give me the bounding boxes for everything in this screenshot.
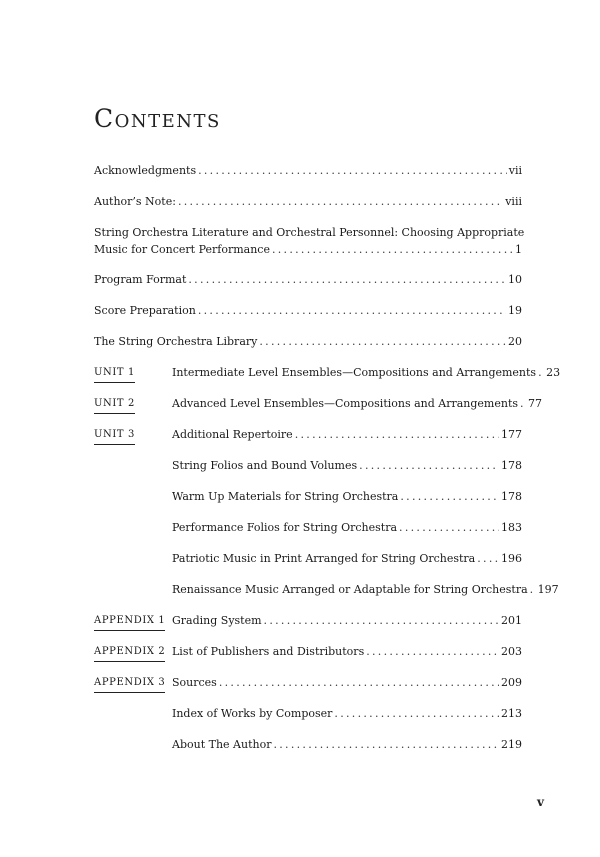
toc-entry-page: 219 bbox=[501, 738, 522, 751]
page-number: v bbox=[537, 795, 544, 809]
toc-entry-title: Index of Works by Composer bbox=[172, 707, 333, 720]
unit-label: UNIT 3 bbox=[94, 426, 135, 445]
dot-leader bbox=[198, 302, 506, 319]
toc-subentry-index-of-works[interactable] bbox=[172, 705, 522, 722]
toc-entry-title: Program Format bbox=[94, 273, 187, 286]
toc-entry-unit-3[interactable] bbox=[172, 426, 522, 443]
dot-leader bbox=[400, 488, 499, 505]
dot-leader bbox=[178, 193, 503, 210]
toc-entry-title: Author’s Note: bbox=[94, 195, 176, 208]
dot-leader bbox=[259, 333, 506, 350]
dot-leader bbox=[188, 271, 506, 288]
dot-leader bbox=[520, 395, 526, 412]
toc-entry-title: Warm Up Materials for String Orchestra bbox=[172, 490, 399, 503]
toc-subentry-warm-up-materials[interactable] bbox=[172, 488, 522, 505]
toc-subentry-patriotic-music[interactable] bbox=[172, 550, 522, 567]
dot-leader bbox=[295, 426, 499, 443]
appendix-label: APPENDIX 2 bbox=[94, 643, 165, 662]
dot-leader bbox=[334, 705, 499, 722]
toc-entry-appendix-1[interactable] bbox=[172, 612, 522, 629]
toc-entry-string-orchestra-library[interactable] bbox=[94, 333, 522, 350]
toc-subentry-string-folios[interactable] bbox=[172, 457, 522, 474]
toc-entry-title: List of Publishers and Distributors bbox=[172, 645, 365, 658]
toc-entry-title: Advanced Level Ensembles—Compositions and Arrangements bbox=[172, 397, 519, 410]
toc-entry-page: 10 bbox=[508, 273, 522, 286]
toc-entry-page: 178 bbox=[501, 490, 522, 503]
toc-entry-page: 20 bbox=[508, 335, 522, 348]
dot-leader bbox=[530, 581, 536, 598]
unit-label: UNIT 2 bbox=[94, 395, 135, 414]
toc-entry-page: 196 bbox=[501, 552, 522, 565]
dot-leader bbox=[399, 519, 499, 536]
toc-entry-page: 178 bbox=[501, 459, 522, 472]
toc-entry-title: Intermediate Level Ensembles—Compositions and Arrangements bbox=[172, 366, 537, 379]
dot-leader bbox=[264, 612, 499, 629]
dot-leader bbox=[272, 241, 513, 258]
toc-entry-acknowledgments[interactable] bbox=[94, 162, 522, 179]
toc-entry-page: 19 bbox=[508, 304, 522, 317]
toc-entry-title: Sources bbox=[172, 676, 217, 689]
dot-leader bbox=[366, 643, 499, 660]
toc-entry-authors-note[interactable] bbox=[94, 193, 522, 210]
appendix-label: APPENDIX 3 bbox=[94, 674, 165, 693]
toc-entry-page: 177 bbox=[501, 428, 522, 441]
toc-entry-title: Additional Repertoire bbox=[172, 428, 293, 441]
toc-entry-title: Acknowledgments bbox=[94, 164, 197, 177]
toc-entry-page: 201 bbox=[501, 614, 522, 627]
toc-entry-page: vii bbox=[508, 164, 522, 177]
toc-entry-page: 213 bbox=[501, 707, 522, 720]
toc-entry-page: viii bbox=[505, 195, 522, 208]
toc-entry-unit-2[interactable] bbox=[172, 395, 543, 412]
toc-entry-program-format[interactable] bbox=[94, 271, 522, 288]
toc-subentry-about-the-author[interactable] bbox=[172, 736, 522, 753]
toc-entry-title: String Folios and Bound Volumes bbox=[172, 459, 358, 472]
toc-entry-page: 77 bbox=[528, 397, 543, 410]
toc-entry-title-line2: Music for Concert Performance bbox=[94, 243, 270, 256]
toc-entry-page: 209 bbox=[501, 676, 522, 689]
toc-entry-score-preparation[interactable] bbox=[94, 302, 522, 319]
toc-entry-appendix-3[interactable] bbox=[172, 674, 522, 691]
toc-subentry-renaissance-music[interactable] bbox=[172, 581, 559, 598]
toc-entry-title: Performance Folios for String Orchestra bbox=[172, 521, 398, 534]
toc-entry-page: 183 bbox=[501, 521, 522, 534]
toc-entry-page: 203 bbox=[501, 645, 522, 658]
toc-subentry-performance-folios[interactable] bbox=[172, 519, 522, 536]
toc-entry-string-orchestra-literature[interactable] bbox=[94, 224, 525, 258]
dot-leader bbox=[538, 364, 544, 381]
toc-entry-title: Score Preparation bbox=[94, 304, 196, 317]
appendix-label: APPENDIX 1 bbox=[94, 612, 165, 631]
toc-entry-title: The String Orchestra Library bbox=[94, 335, 258, 348]
toc-entry-unit-1[interactable] bbox=[172, 364, 561, 381]
toc-entry-title: Renaissance Music Arranged or Adaptable for String Orchestra bbox=[172, 583, 528, 596]
toc-entry-title-line1: String Orchestra Literature and Orchestral Personnel: Choosing Appropriate bbox=[94, 226, 525, 239]
dot-leader bbox=[477, 550, 499, 567]
dot-leader bbox=[359, 457, 499, 474]
toc-entry-page: 23 bbox=[546, 366, 561, 379]
toc-entry-title: About The Author bbox=[172, 738, 272, 751]
toc-entry-title: Patriotic Music in Print Arranged for String Orchestra bbox=[172, 552, 476, 565]
dot-leader bbox=[273, 736, 499, 753]
toc-entry-page: 197 bbox=[537, 583, 559, 596]
toc-entry-title: Grading System bbox=[172, 614, 262, 627]
dot-leader bbox=[198, 162, 507, 179]
toc-entry-page: 1 bbox=[515, 243, 522, 256]
toc-entry-appendix-2[interactable] bbox=[172, 643, 522, 660]
page-title: Contents bbox=[94, 104, 221, 133]
unit-label: UNIT 1 bbox=[94, 364, 135, 383]
dot-leader bbox=[219, 674, 499, 691]
